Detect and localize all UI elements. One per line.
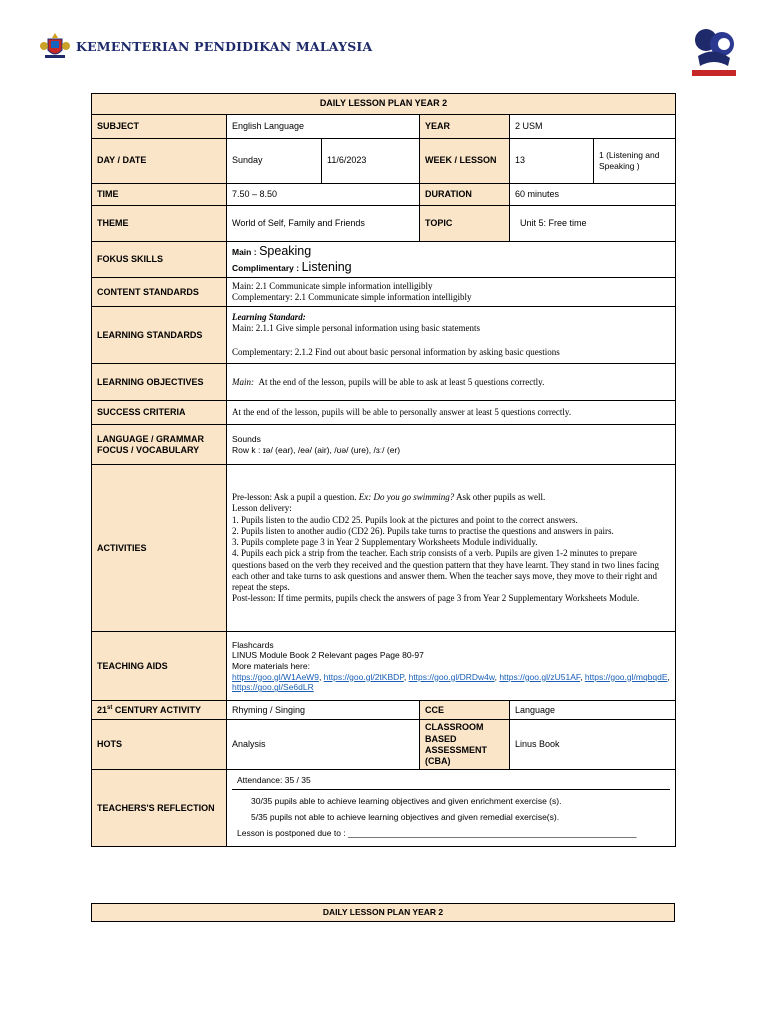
refl-label: TEACHERS'S REFLECTION — [92, 770, 227, 847]
content-standards — [227, 278, 676, 307]
cba-label: CLASSROOM BASED ASSESSMENT (CBA) — [420, 720, 510, 770]
lesson-value: 1 (Listening and Speaking ) — [594, 139, 676, 184]
theme-label: THEME — [92, 206, 227, 242]
hots-value: Analysis — [227, 720, 420, 770]
plan-title: DAILY LESSON PLAN YEAR 2 — [92, 94, 676, 115]
attendance: Attendance: 35 / 35 — [232, 772, 670, 790]
fokus-main-label: Main : — [232, 247, 257, 257]
ls-comp: Complementary: 2.1.2 Find out about basic personal information by asking basic questions — [232, 347, 560, 358]
daydate-label: DAY / DATE — [92, 139, 227, 184]
sc-label: SUCCESS CRITERIA — [92, 401, 227, 425]
content-label: CONTENT STANDARDS — [92, 278, 227, 307]
act-line: Post-lesson: If time permits, pupils check the answers of page 3 from Year 2 Supplementary Worksheets Module. — [232, 593, 640, 604]
lang-line1: Sounds — [232, 434, 261, 445]
act-line: 4. Pupils each pick a strip from the teacher. Each strip consists of a verb. Pupils are given 1-2 minutes to prepare questions based on the verb they received and the question pattern that they have learnt. They stand in two lines facing each other and take turns to ask questions and answer them. When the teacher says move, they move to their right and repeat the steps. — [232, 548, 659, 592]
refl-line3: Lesson is postponed due to : _____________________________________________________________ — [237, 828, 637, 839]
aids-link[interactable]: https://goo.gl/mqbqdE — [584, 671, 668, 682]
language-focus — [227, 425, 676, 465]
fokus-comp-label: Complimentary : — [232, 262, 300, 273]
ls-heading: Learning Standard: — [232, 311, 306, 322]
lo-text: At the end of the lesson, pupils will be able to ask at least 5 questions correctly. — [258, 376, 545, 387]
act-pre-a: Pre-lesson: Ask a pupil a question. — [232, 492, 357, 502]
lang-label: LANGUAGE / GRAMMAR FOCUS / VOCABULARY — [92, 425, 227, 465]
topic-value: Unit 5: Free time — [510, 206, 676, 242]
refl-line1: 30/35 pupils able to achieve learning objectives and given enrichment exercise (s). — [251, 795, 562, 806]
fokus-label: FOKUS SKILLS — [92, 242, 227, 278]
ministry-header — [40, 32, 372, 60]
aids-links: https://goo.gl/W1AeW9, https://goo.gl/2tKBDP, https://goo.gl/DRDw4w, https://goo.gl/zU51AF, https://goo.gl/mqbqdE, https://goo.gl/Se6dLR — [232, 671, 670, 693]
c21-label: 21st CENTURY ACTIVITY — [92, 701, 227, 720]
time-label: TIME — [92, 184, 227, 206]
teaching-aids — [227, 632, 676, 701]
c21-value: Rhyming / Singing — [227, 701, 420, 720]
refl-line2: 5/35 pupils not able to achieve learning objectives and given remedial exercise(s). — [251, 812, 560, 823]
activities — [227, 465, 676, 632]
duration-label: DURATION — [420, 184, 510, 206]
hots-label: HOTS — [92, 720, 227, 770]
act-pre-c: Ask other pupils as well. — [456, 492, 546, 502]
fokus-main-value: Speaking — [259, 244, 312, 258]
content-comp: Complementary: 2.1 Communicate simple information intelligibly — [232, 292, 472, 303]
theme-value: World of Self, Family and Friends — [227, 206, 420, 242]
cba-value: Linus Book — [510, 720, 676, 770]
week-value: 13 — [510, 139, 594, 184]
teachers-reflection — [227, 770, 676, 847]
lo-label: LEARNING OBJECTIVES — [92, 364, 227, 401]
act-line: 3. Pupils complete page 3 in Year 2 Supplementary Worksheets Module individually. — [232, 537, 538, 547]
act-pre-lesson — [232, 492, 670, 503]
fokus-skills — [227, 242, 676, 278]
year-label: YEAR — [420, 115, 510, 139]
day-value: Sunday — [227, 139, 322, 184]
aids-link[interactable]: https://goo.gl/zU51AF — [499, 671, 581, 682]
aids-link[interactable]: https://goo.gl/DRDw4w — [408, 671, 495, 682]
date-value: 11/6/2023 — [322, 139, 420, 184]
act-line: 2. Pupils listen to another audio (CD2 26). Pupils take turns to practise the questions and answers in pairs. — [232, 525, 614, 536]
act-label: ACTIVITIES — [92, 465, 227, 632]
act-line: 1. Pupils listen to the audio CD2 25. Pupils look at the pictures and point to the correct answers. — [232, 514, 578, 525]
cce-label: CCE — [420, 701, 510, 720]
malaysia-coat-of-arms-icon — [40, 32, 70, 60]
ministry-name: KEMENTERIAN PENDIDIKAN MALAYSIA — [76, 38, 373, 54]
aids-link[interactable]: https://goo.gl/W1AeW9 — [232, 671, 319, 682]
time-value: 7.50 – 8.50 — [227, 184, 420, 206]
ls-main: Main: 2.1.1 Give simple personal information using basic statements — [232, 323, 480, 334]
subject-label: SUBJECT — [92, 115, 227, 139]
ls-label: LEARNING STANDARDS — [92, 307, 227, 364]
cce-value: Language — [510, 701, 676, 720]
aids-label: TEACHING AIDS — [92, 632, 227, 701]
topic-label: TOPIC — [420, 206, 510, 242]
fokus-comp-value: Listening — [301, 259, 352, 274]
ministry-logo-icon — [690, 24, 738, 78]
weeklesson-label: WEEK / LESSON — [420, 139, 510, 184]
aids-link[interactable]: https://goo.gl/2tKBDP — [323, 671, 404, 682]
duration-value: 60 minutes — [510, 184, 676, 206]
subject-value: English Language — [227, 115, 420, 139]
aids-link[interactable]: https://goo.gl/Se6dLR — [232, 682, 314, 693]
lo-prefix: Main: — [232, 376, 254, 387]
aids-line2: LINUS Module Book 2 Relevant pages Page 80-97 — [232, 650, 424, 661]
sc-text: At the end of the lesson, pupils will be able to personally answer at least 5 questions correctly. — [227, 401, 676, 425]
lesson-plan-table — [91, 93, 676, 847]
learning-standards — [227, 307, 676, 364]
aids-line1: Flashcards — [232, 639, 274, 650]
act-pre-example: Ex: Do you go swimming? — [358, 492, 455, 502]
aids-line3: More materials here: — [232, 660, 310, 671]
learning-objectives — [227, 364, 676, 401]
content-main: Main: 2.1 Communicate simple information intelligibly — [232, 281, 433, 291]
year-value: 2 USM — [510, 115, 676, 139]
lang-line2: Row k : ɪə/ (ear), /eə/ (air), /ʊə/ (ure), /ɜː/ (er) — [232, 444, 401, 455]
act-line: Lesson delivery: — [232, 503, 292, 514]
next-plan-title: DAILY LESSON PLAN YEAR 2 — [91, 903, 675, 922]
